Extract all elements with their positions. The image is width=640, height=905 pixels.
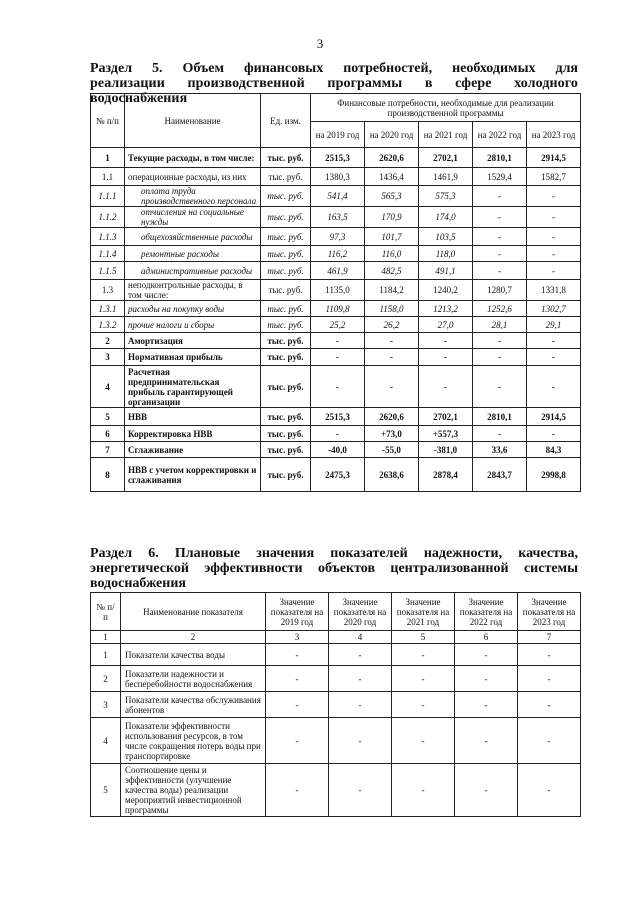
row-name: Сглаживание: [125, 442, 261, 458]
row-value: -: [392, 666, 455, 692]
row-value: -: [266, 718, 329, 764]
row-unit: тыс. руб.: [261, 148, 311, 168]
table-row: [91, 366, 581, 408]
indicators-table: [90, 592, 581, 817]
row-value: -: [392, 692, 455, 718]
row-name: Показатели качества обслуживания абонентов: [121, 692, 266, 718]
row-value: -: [473, 207, 527, 228]
header-year: Значение показателя на 2021 год: [392, 593, 455, 631]
row-value: -: [329, 666, 392, 692]
section-5-title-line1: Раздел 5. Объем финансовых потребностей, необходимых для: [90, 61, 578, 76]
row-value: -: [473, 228, 527, 246]
row-value: 118,0: [419, 246, 473, 262]
row-value: -: [473, 262, 527, 280]
table-row: [91, 280, 581, 301]
row-value: 84,3: [527, 442, 581, 458]
row-value: -: [518, 718, 581, 764]
column-index: 1: [91, 631, 121, 644]
header-year: Значение показателя на 2020 год: [329, 593, 392, 631]
row-unit: тыс. руб.: [261, 186, 311, 207]
row-value: 2914,5: [527, 408, 581, 426]
row-num: 3: [91, 692, 121, 718]
row-unit: тыс. руб.: [261, 408, 311, 426]
row-num: 1: [91, 148, 125, 168]
row-value: -: [392, 718, 455, 764]
column-index: 3: [266, 631, 329, 644]
row-value: -: [419, 349, 473, 366]
row-value: 2702,1: [419, 148, 473, 168]
row-num: 3: [91, 349, 125, 366]
row-value: 1302,7: [527, 301, 581, 317]
row-value: 174,0: [419, 207, 473, 228]
header-year: Значение показателя на 2023 год: [518, 593, 581, 631]
row-name: операционные расходы, из них: [125, 168, 261, 186]
page-number: 3: [316, 36, 324, 51]
row-value: 1436,4: [365, 168, 419, 186]
row-unit: тыс. руб.: [261, 426, 311, 442]
financial-needs-table: [90, 93, 581, 492]
row-unit: тыс. руб.: [261, 301, 311, 317]
row-value: -: [473, 366, 527, 408]
table-row: [91, 207, 581, 228]
row-num: 1.1.3: [91, 228, 125, 246]
row-name: Текущие расходы, в том числе:: [125, 148, 261, 168]
row-value: 2843,7: [473, 458, 527, 492]
table-row: [91, 692, 581, 718]
row-value: -: [365, 333, 419, 349]
row-value: -: [527, 262, 581, 280]
row-value: -: [527, 426, 581, 442]
row-value: 2998,8: [527, 458, 581, 492]
row-num: 1.3: [91, 280, 125, 301]
row-num: 1.1.2: [91, 207, 125, 228]
row-name: Показатели эффективности использования ресурсов, в том числе сокращения потерь воды при транспортировке: [121, 718, 266, 764]
row-value: 27,0: [419, 317, 473, 333]
table-row: [91, 458, 581, 492]
row-value: -: [473, 246, 527, 262]
row-value: -: [455, 692, 518, 718]
table-row: [91, 408, 581, 426]
row-name: Нормативная прибыль: [125, 349, 261, 366]
row-value: -: [329, 764, 392, 817]
row-name: Показатели надежности и бесперебойности водоснабжения: [121, 666, 266, 692]
row-value: 1582,7: [527, 168, 581, 186]
row-unit: тыс. руб.: [261, 280, 311, 301]
row-value: -: [473, 426, 527, 442]
row-value: -: [311, 333, 365, 349]
row-value: -: [329, 644, 392, 666]
row-unit: тыс. руб.: [261, 228, 311, 246]
row-value: -: [527, 333, 581, 349]
row-value: 2515,3: [311, 148, 365, 168]
row-value: -: [518, 666, 581, 692]
section-6-title: [90, 546, 578, 591]
row-value: 170,9: [365, 207, 419, 228]
row-num: 5: [91, 764, 121, 817]
column-index: 2: [121, 631, 266, 644]
row-name: отчисления на социальные нужды: [125, 207, 261, 228]
row-value: 1380,3: [311, 168, 365, 186]
row-unit: тыс. руб.: [261, 317, 311, 333]
header-unit: Ед. изм.: [261, 94, 311, 148]
row-value: -: [365, 349, 419, 366]
row-value: 2810,1: [473, 408, 527, 426]
row-num: 2: [91, 666, 121, 692]
row-unit: тыс. руб.: [261, 207, 311, 228]
row-name: НВВ: [125, 408, 261, 426]
row-value: 575,3: [419, 186, 473, 207]
row-value: -: [365, 366, 419, 408]
row-unit: тыс. руб.: [261, 168, 311, 186]
row-value: 29,1: [527, 317, 581, 333]
row-unit: тыс. руб.: [261, 442, 311, 458]
row-num: 1.1.5: [91, 262, 125, 280]
header-num: № п/п: [91, 94, 125, 148]
row-unit: тыс. руб.: [261, 246, 311, 262]
row-num: 8: [91, 458, 125, 492]
row-name: общехозяйственные расходы: [125, 228, 261, 246]
header-year: на 2020 год: [365, 122, 419, 148]
row-value: -: [455, 644, 518, 666]
row-value: 2638,6: [365, 458, 419, 492]
table-row: [91, 228, 581, 246]
row-value: 2702,1: [419, 408, 473, 426]
row-value: 1109,8: [311, 301, 365, 317]
row-num: 4: [91, 366, 125, 408]
column-index: 4: [329, 631, 392, 644]
row-value: -: [266, 764, 329, 817]
row-unit: тыс. руб.: [261, 366, 311, 408]
row-value: -381,0: [419, 442, 473, 458]
row-name: ремонтные расходы: [125, 246, 261, 262]
row-value: -: [455, 666, 518, 692]
row-value: 1529,4: [473, 168, 527, 186]
row-value: -: [473, 333, 527, 349]
table-row: [91, 333, 581, 349]
row-name: Корректировка НВВ: [125, 426, 261, 442]
row-value: +73,0: [365, 426, 419, 442]
row-value: 1184,2: [365, 280, 419, 301]
row-value: 2878,4: [419, 458, 473, 492]
row-value: 1280,7: [473, 280, 527, 301]
row-value: -: [527, 207, 581, 228]
row-name: неподконтрольные расходы, в том числе:: [125, 280, 261, 301]
row-value: 33,6: [473, 442, 527, 458]
row-value: 116,2: [311, 246, 365, 262]
header-year: на 2022 год: [473, 122, 527, 148]
row-value: 1158,0: [365, 301, 419, 317]
column-index: 7: [518, 631, 581, 644]
row-value: 2475,3: [311, 458, 365, 492]
row-value: 1240,2: [419, 280, 473, 301]
column-index: 5: [392, 631, 455, 644]
row-value: -: [518, 764, 581, 817]
row-num: 1.1.1: [91, 186, 125, 207]
row-value: 541,4: [311, 186, 365, 207]
row-value: 2810,1: [473, 148, 527, 168]
column-index: 6: [455, 631, 518, 644]
header-num: № п/п: [91, 593, 121, 631]
row-value: -: [311, 426, 365, 442]
row-num: 4: [91, 718, 121, 764]
row-value: -: [527, 186, 581, 207]
row-num: 1.3.1: [91, 301, 125, 317]
row-num: 1.1.4: [91, 246, 125, 262]
row-unit: тыс. руб.: [261, 262, 311, 280]
row-value: 28,1: [473, 317, 527, 333]
table-row: [91, 644, 581, 666]
row-value: 1331,8: [527, 280, 581, 301]
header-year: на 2019 год: [311, 122, 365, 148]
row-value: 565,3: [365, 186, 419, 207]
row-value: -: [527, 366, 581, 408]
row-num: 1.1: [91, 168, 125, 186]
row-value: -: [392, 764, 455, 817]
row-value: -: [419, 366, 473, 408]
table-row: [91, 666, 581, 692]
row-value: -: [455, 764, 518, 817]
section-6-title-line2: энергетической эффективности объектов централизованной системы: [90, 561, 578, 576]
table-row: [91, 442, 581, 458]
section-5-title-line2: реализации производственной программы в сфере холодного водоснабжения: [90, 76, 578, 106]
row-value: 2515,3: [311, 408, 365, 426]
row-unit: тыс. руб.: [261, 349, 311, 366]
row-num: 1: [91, 644, 121, 666]
row-value: 97,3: [311, 228, 365, 246]
row-value: -: [527, 246, 581, 262]
row-value: 2620,6: [365, 148, 419, 168]
section-6-title-line3: водоснабжения: [90, 576, 186, 591]
row-value: 116,0: [365, 246, 419, 262]
row-value: -: [329, 692, 392, 718]
header-year: Значение показателя на 2019 год: [266, 593, 329, 631]
row-value: -: [329, 718, 392, 764]
header-name: Наименование показателя: [121, 593, 266, 631]
row-num: 1.3.2: [91, 317, 125, 333]
row-value: -: [518, 644, 581, 666]
row-value: -: [527, 228, 581, 246]
row-num: 5: [91, 408, 125, 426]
row-value: -: [455, 718, 518, 764]
row-value: 2914,5: [527, 148, 581, 168]
row-num: 6: [91, 426, 125, 442]
table-row: [91, 426, 581, 442]
row-value: -: [311, 349, 365, 366]
row-value: 101,7: [365, 228, 419, 246]
row-value: -: [392, 644, 455, 666]
row-value: 461,9: [311, 262, 365, 280]
table-row: [91, 168, 581, 186]
row-name: Показатели качества воды: [121, 644, 266, 666]
row-name: оплата труда производственного персонала: [125, 186, 261, 207]
row-value: 25,2: [311, 317, 365, 333]
row-name: административные расходы: [125, 262, 261, 280]
row-value: 482,5: [365, 262, 419, 280]
row-value: -: [527, 349, 581, 366]
table-row: [91, 186, 581, 207]
header-year: Значение показателя на 2022 год: [455, 593, 518, 631]
row-name: НВВ с учетом корректировки и сглаживания: [125, 458, 261, 492]
row-value: -: [266, 666, 329, 692]
row-value: -: [266, 644, 329, 666]
table-row: [91, 718, 581, 764]
header-name: Наименование: [125, 94, 261, 148]
row-num: 7: [91, 442, 125, 458]
row-name: прочие налоги и сборы: [125, 317, 261, 333]
row-value: 163,5: [311, 207, 365, 228]
row-value: 1461,9: [419, 168, 473, 186]
header-year: на 2023 год: [527, 122, 581, 148]
header-year: на 2021 год: [419, 122, 473, 148]
table-row: [91, 246, 581, 262]
row-value: -: [311, 366, 365, 408]
row-name: Расчетная предпринимательская прибыль гарантирующей организации: [125, 366, 261, 408]
row-value: -55,0: [365, 442, 419, 458]
row-value: -: [419, 333, 473, 349]
row-value: -40,0: [311, 442, 365, 458]
header-group: Финансовые потребности, необходимые для реализации производственной программы: [311, 94, 581, 122]
row-value: 1252,6: [473, 301, 527, 317]
row-num: 2: [91, 333, 125, 349]
row-name: Амортизация: [125, 333, 261, 349]
table-row: [91, 317, 581, 333]
row-unit: тыс. руб.: [261, 333, 311, 349]
row-value: 26,2: [365, 317, 419, 333]
row-value: -: [473, 349, 527, 366]
row-value: 1213,2: [419, 301, 473, 317]
row-value: +557,3: [419, 426, 473, 442]
table-row: [91, 764, 581, 817]
table-row: [91, 301, 581, 317]
row-value: 1135,0: [311, 280, 365, 301]
section-6-title-line1: Раздел 6. Плановые значения показателей надежности, качества,: [90, 546, 578, 561]
table-row: [91, 262, 581, 280]
row-value: -: [518, 692, 581, 718]
row-value: -: [266, 692, 329, 718]
row-value: 491,1: [419, 262, 473, 280]
row-name: Соотношение цены и эффективности (улучшение качества воды) реализации мероприятий инвестиционной программы: [121, 764, 266, 817]
table-row: [91, 349, 581, 366]
table-row: [91, 148, 581, 168]
row-value: -: [473, 186, 527, 207]
row-unit: тыс. руб.: [261, 458, 311, 492]
row-name: расходы на покупку воды: [125, 301, 261, 317]
row-value: 103,5: [419, 228, 473, 246]
row-value: 2620,6: [365, 408, 419, 426]
